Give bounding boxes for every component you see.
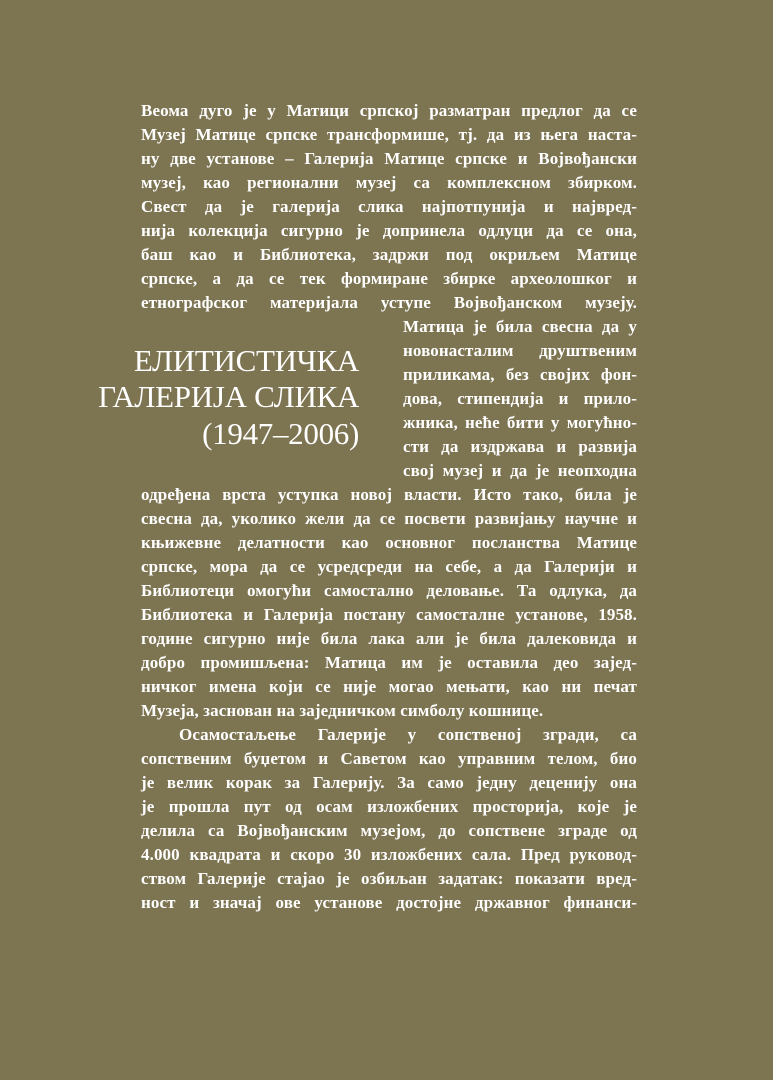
- body-text-line: Осамостаљење Галерије у сопственој згради, са: [179, 725, 637, 744]
- body-text-line: етнографског материјала уступе Војвођанском музеју.: [141, 293, 637, 312]
- body-text-line: Музеја, заснован на заједничком симболу кошнице.: [141, 701, 544, 720]
- body-text-line: ничког имена који се није могао мењати, као ни печат: [141, 677, 637, 696]
- chapter-heading-line-1: ЕЛИТИСТИЧКА: [133, 343, 359, 378]
- chapter-heading-years: (1947–2006): [202, 416, 359, 451]
- body-text-line: новонасталим друштвеним: [403, 341, 637, 360]
- body-text-line: музеј, као регионални музеј са комплексном збирком.: [141, 173, 637, 192]
- body-text-line: Свест да је галерија слика најпотпунија и највред-: [141, 197, 637, 216]
- chapter-heading-line-2: ГАЛЕРИЈА СЛИКА: [98, 379, 359, 414]
- body-text-line: ством Галерије стајао је озбиљан задатак: показати вред-: [141, 869, 637, 888]
- body-text-line: Библиотека и Галерија постану самосталне установе, 1958.: [141, 605, 637, 624]
- body-text-line: Музеј Матице српске трансформише, тј. да из њега наста-: [141, 125, 637, 144]
- body-text-line: добро промишљена: Матица им је оставила део зајед-: [141, 653, 637, 672]
- body-text-line: године сигурно није била лака али је била далековида и: [141, 629, 637, 648]
- body-text-line: сопственим буџетом и Саветом као управним телом, био: [141, 749, 637, 768]
- body-text-line: ност и значај ове установе достојне државног финанси-: [141, 893, 637, 912]
- body-text-line: књижевне делатности као основног посланства Матице: [141, 533, 637, 552]
- body-text-line: 4.000 квадрата и скоро 30 изложбених сала. Пред руковод-: [141, 845, 637, 864]
- body-text-line: нија колекција сигурно је допринела одлуци да се она,: [141, 221, 637, 240]
- body-text-line: је велик корак за Галерију. За само једну деценију она: [141, 773, 637, 792]
- body-text-line: је прошла пут од осам изложбених просторија, које је: [141, 797, 637, 816]
- body-text-line: Библиотеци омогући самостално деловање. Та одлука, да: [141, 581, 637, 600]
- body-text-line: одређена врста уступка новој власти. Исто тако, била је: [141, 485, 637, 504]
- body-text-line: жника, неће бити у могућно-: [403, 413, 637, 432]
- body-text-line: сти да издржава и развија: [403, 437, 637, 456]
- body-text-line: баш као и Библиотека, задржи под окриљем Матице: [141, 245, 637, 264]
- body-text-line: српске, а да се тек формиране збирке археолошког и: [141, 269, 637, 288]
- body-text-line: ну две установе – Галерија Матице српске и Војвођански: [141, 149, 637, 168]
- body-text-line: дова, стипендија и прило-: [403, 389, 637, 408]
- body-text-line: свој музеј и да је неопходна: [403, 461, 637, 480]
- body-text-line: делила са Војвођанским музејом, до сопствене зграде од: [141, 821, 637, 840]
- body-text-line: Матица је била свесна да у: [403, 317, 637, 336]
- body-text-line: Веома дуго је у Матици српској разматран предлог да се: [141, 101, 637, 120]
- body-text-line: приликама, без својих фон-: [403, 365, 637, 384]
- body-text-line: српске, мора да се усредсреди на себе, а да Галерији и: [141, 557, 637, 576]
- body-text-line: свесна да, уколико жели да се посвети развијању научне и: [141, 509, 637, 528]
